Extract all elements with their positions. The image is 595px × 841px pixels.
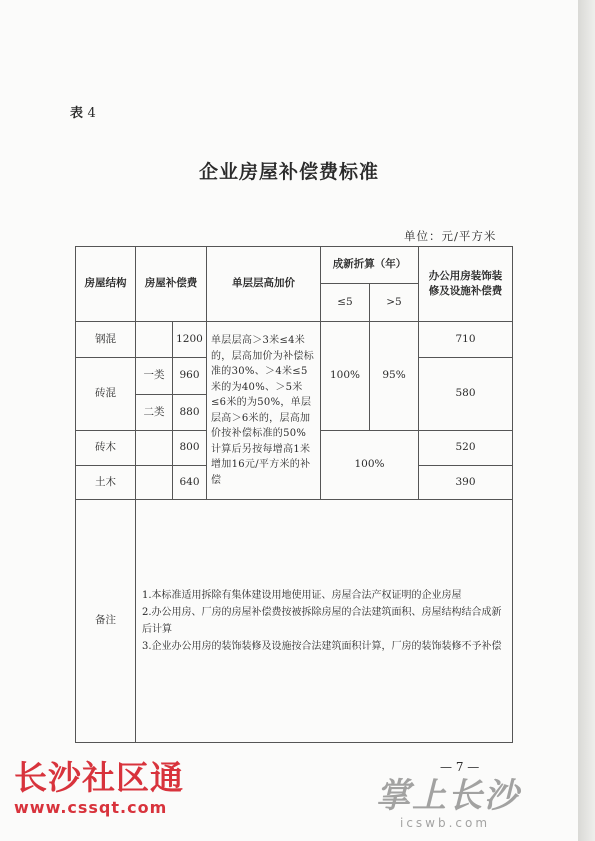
watermark-left-url: www.cssqt.com	[14, 798, 168, 817]
page-edge	[578, 0, 595, 841]
cell-price-0: 1200	[173, 322, 207, 358]
page-title: 企业房屋补偿费标准	[198, 161, 379, 183]
unit-label: 单位：元/平方米	[404, 229, 497, 243]
header-office-deco: 办公用房装饰装修及设施补偿费	[419, 247, 513, 322]
header-gt5: >5	[370, 284, 419, 322]
cell-sub-3	[136, 431, 173, 466]
cell-price-1: 960	[173, 358, 207, 395]
dep-a-le5: 100%	[321, 322, 370, 431]
cell-price-4: 640	[173, 466, 207, 500]
notes-content	[136, 500, 513, 743]
cell-office-4: 390	[419, 466, 513, 500]
header-le5: ≤5	[321, 284, 370, 322]
cell-sub-1: 一类	[136, 358, 173, 395]
cell-price-3: 800	[173, 431, 207, 466]
header-depreciation: 成新折算（年）	[321, 247, 419, 284]
cell-structure-3: 砖木	[76, 431, 136, 466]
cell-office-3: 520	[419, 431, 513, 466]
height-markup-description: 单层层高＞3米≤4米的，层高加价为补偿标准的30%、＞4米≤5米的为40%、＞5米≤6米的为50%，单层层高＞6米的，层高加价按补偿标准的50%计算后另按每增高1米增加16元/平方米的补偿	[207, 322, 321, 500]
cell-office-1: 580	[419, 358, 513, 431]
cell-sub-2: 二类	[136, 395, 173, 431]
cell-price-2: 880	[173, 395, 207, 431]
header-height-markup: 单层层高加价	[207, 247, 321, 322]
header-structure: 房屋结构	[76, 247, 136, 322]
note-item: 2.办公用房、厂房的房屋补偿费按被拆除房屋的合法建筑面积、房屋结构结合成新后计算	[142, 607, 502, 635]
cell-structure-1: 砖混	[76, 358, 136, 431]
watermark-left	[14, 758, 184, 817]
header-compensation: 房屋补偿费	[136, 247, 207, 322]
note-item: 1.本标准适用拆除有集体建设用地使用证、房屋合法产权证明的企业房屋	[142, 590, 462, 601]
watermark-left-title: 长沙社区通	[14, 758, 184, 797]
watermark-right	[376, 776, 520, 830]
cell-structure-4: 土木	[76, 466, 136, 500]
table-number	[70, 102, 96, 121]
cell-sub-4	[136, 466, 173, 500]
cell-sub-0	[136, 322, 173, 358]
watermark-right-title: 掌上长沙	[376, 776, 520, 816]
table-number-value: 4	[87, 106, 96, 121]
page-number: — 7 —	[440, 760, 480, 774]
note-item: 3.企业办公用房的装饰装修及设施按合法建筑面积计算，厂房的装饰装修不予补偿	[142, 641, 502, 652]
cell-office-0: 710	[419, 322, 513, 358]
dep-b: 100%	[321, 431, 419, 500]
dep-a-gt5: 95%	[370, 322, 419, 431]
watermark-right-url: icswb.com	[400, 816, 491, 830]
notes-label: 备注	[76, 500, 136, 743]
cell-structure-0: 钢混	[76, 322, 136, 358]
compensation-table	[75, 246, 513, 743]
table-number-label: 表	[70, 106, 84, 121]
